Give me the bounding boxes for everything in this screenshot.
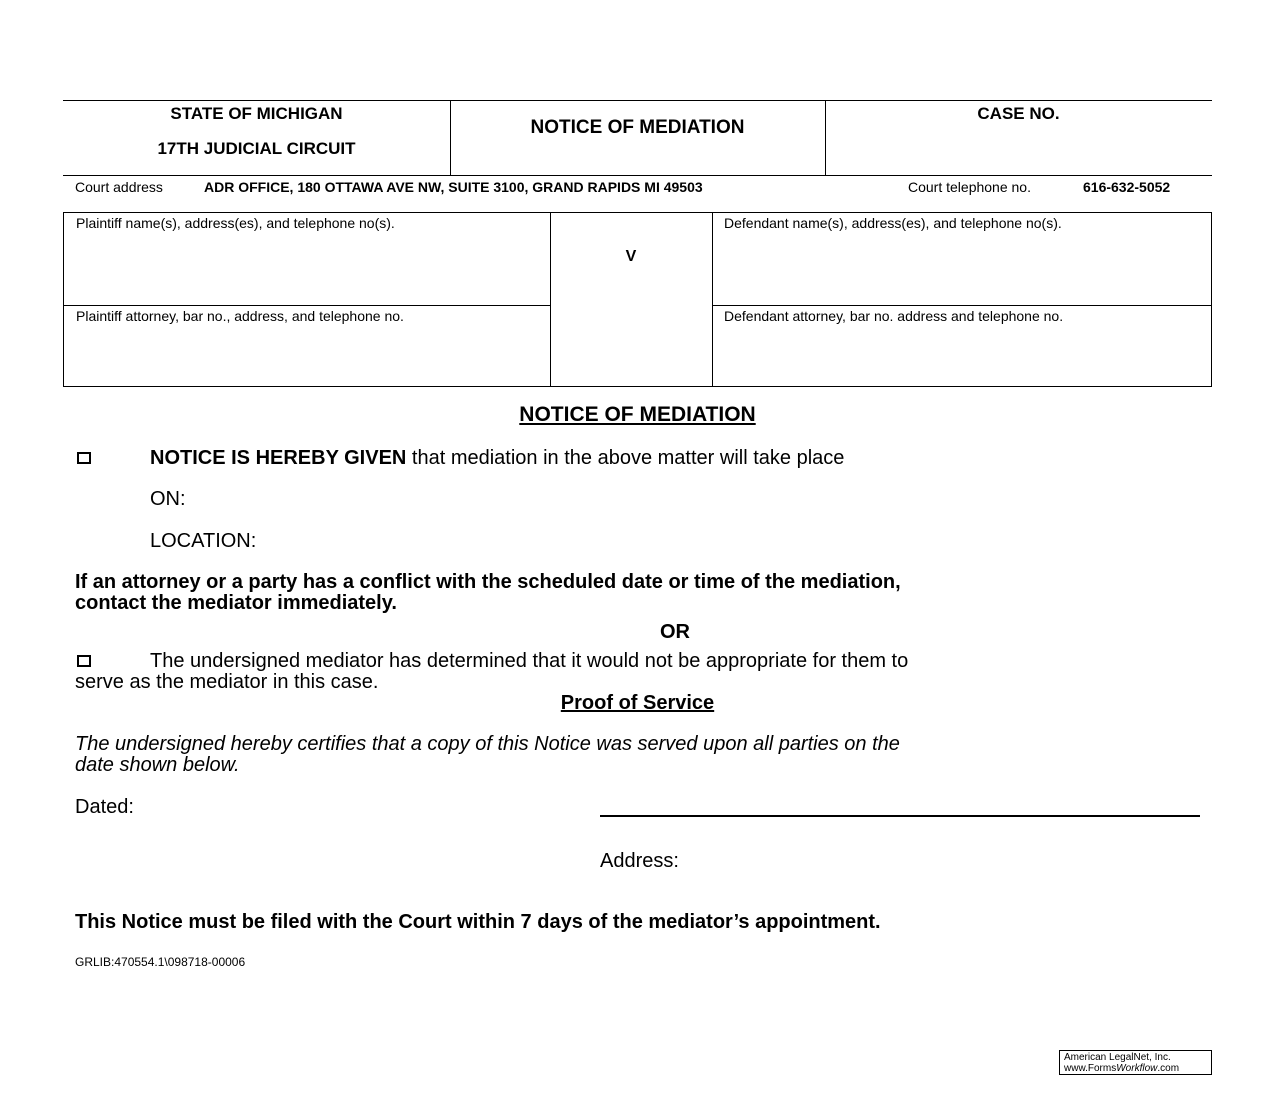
address-label: Address: (600, 850, 679, 872)
mediator-declines-checkbox[interactable] (77, 655, 91, 667)
parties-divider-left (550, 212, 551, 387)
certification-line-2: date shown below. (75, 754, 240, 776)
or-separator: OR (660, 621, 690, 643)
plaintiff-row-rule (63, 305, 551, 306)
form-title: NOTICE OF MEDIATION (530, 117, 745, 138)
stamp-line-2 (1064, 1063, 1207, 1074)
stamp-url-prefix: www.Forms (1064, 1063, 1117, 1074)
header-top-rule (63, 100, 1212, 101)
case-no-label: CASE NO. (977, 104, 1060, 123)
certification-line-1: The undersigned hereby certifies that a copy of this Notice was served upon all parties on the (75, 733, 900, 755)
notice-given-line (150, 448, 844, 469)
court-address-label: Court address (75, 179, 163, 195)
notice-given-checkbox[interactable] (77, 452, 91, 464)
on-label: ON: (150, 488, 186, 510)
location-label: LOCATION: (150, 530, 257, 552)
parties-table (63, 212, 1212, 387)
parties-divider-right (712, 212, 713, 387)
plaintiff-label: Plaintiff name(s), address(es), and telephone no(s). (76, 215, 395, 231)
defendant-row-rule (712, 305, 1212, 306)
conflict-line-2: contact the mediator immediately. (75, 592, 397, 614)
court-address-value: ADR OFFICE, 180 OTTAWA AVE NW, SUITE 3100, GRAND RAPIDS MI 49503 (204, 179, 703, 195)
filing-notice: This Notice must be filed with the Court within 7 days of the mediator’s appointment. (75, 911, 881, 933)
header-bottom-rule (63, 175, 1212, 176)
court-phone-label: Court telephone no. (908, 179, 1031, 195)
stamp-line-1: American LegalNet, Inc. (1064, 1052, 1171, 1063)
undersigned-line-1: The undersigned mediator has determined that it would not be appropriate for them to (150, 650, 909, 672)
notice-given-rest: that mediation in the above matter will take place (406, 447, 845, 469)
proof-of-service-title: Proof of Service (560, 692, 715, 714)
defendant-attorney-label: Defendant attorney, bar no. address and telephone no. (724, 308, 1064, 324)
versus-label: V (625, 248, 637, 265)
dated-label: Dated: (75, 796, 134, 818)
state-name: STATE OF MICHIGAN (170, 104, 343, 123)
stamp-url-suffix: .com (1157, 1063, 1180, 1074)
defendant-label: Defendant name(s), address(es), and telephone no(s). (724, 215, 1062, 231)
signature-line[interactable] (600, 815, 1200, 817)
conflict-line-1: If an attorney or a party has a conflict with the scheduled date or time of the mediation, (75, 571, 901, 593)
undersigned-line-2: serve as the mediator in this case. (75, 671, 379, 693)
court-phone-value: 616-632-5052 (1083, 179, 1171, 195)
stamp-url-italic: Workflow (1116, 1063, 1158, 1074)
plaintiff-attorney-label: Plaintiff attorney, bar no., address, and telephone no. (76, 308, 404, 324)
notice-given-bold: NOTICE IS HEREBY GIVEN (150, 447, 407, 469)
legalnet-stamp (1059, 1050, 1212, 1075)
document-reference: GRLIB:470554.1\098718-00006 (75, 955, 246, 969)
circuit-name: 17TH JUDICIAL CIRCUIT (157, 139, 356, 158)
notice-title: NOTICE OF MEDIATION (519, 403, 756, 426)
